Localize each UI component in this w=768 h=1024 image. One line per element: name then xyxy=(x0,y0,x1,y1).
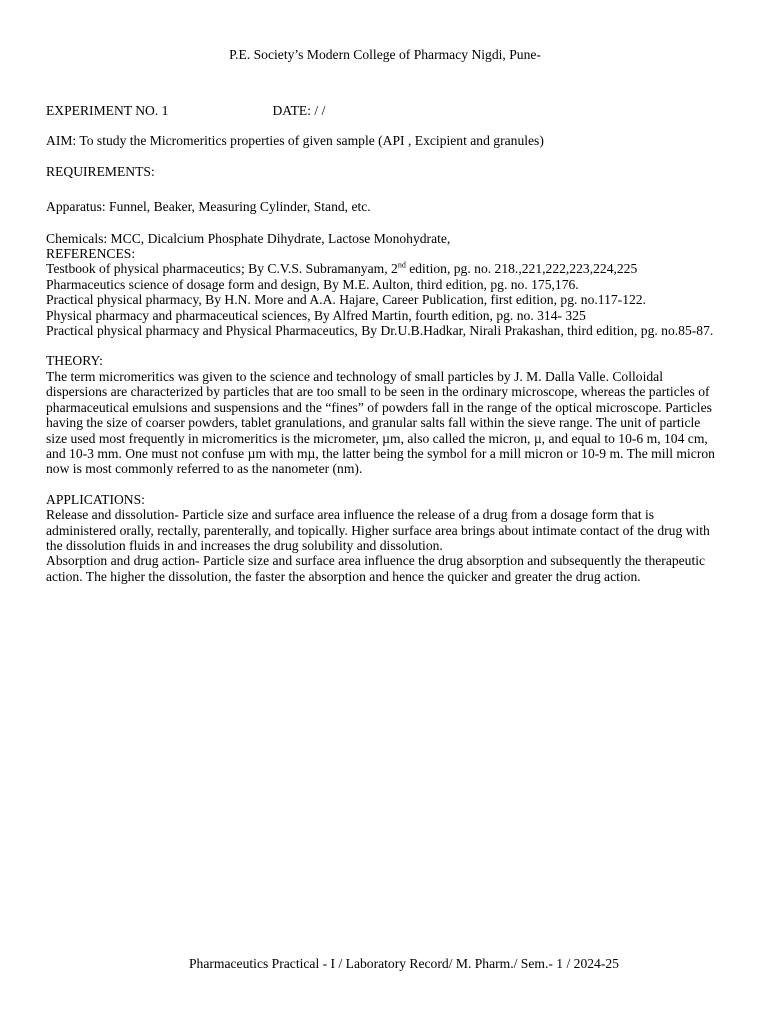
apparatus-text: Apparatus: Funnel, Beaker, Measuring Cylinder, Stand, etc. xyxy=(46,199,371,215)
date-field: DATE: / / xyxy=(272,103,326,118)
superscript-nd: nd xyxy=(397,260,406,270)
references-heading: REFERENCES: xyxy=(46,246,136,262)
theory-heading: THEORY: xyxy=(46,353,103,369)
applications-heading: APPLICATIONS: xyxy=(46,491,145,507)
aim-text: AIM: To study the Micromeritics properties of given sample (API , Excipient and granules) xyxy=(46,133,544,149)
references-list xyxy=(46,261,722,338)
footer-text: Pharmaceutics Practical - I / Laboratory Record/ M. Pharm./ Sem.- 1 / 2024-25 xyxy=(189,956,619,971)
application-item-1: Release and dissolution- Particle size and surface area influence the release of a drug from a dosage form that is administered orally, rectally, parenterally, and topically. Higher surface area brings about intimate contact of the drug with the dissolution fluids in and increases the drug solubility and dissolution. xyxy=(46,507,710,553)
chemicals-text: Chemicals: MCC, Dicalcium Phosphate Dihydrate, Lactose Monohydrate, xyxy=(46,230,451,246)
requirements-heading: REQUIREMENTS: xyxy=(46,163,155,179)
page-header xyxy=(0,47,768,62)
experiment-number: EXPERIMENT NO. 1 xyxy=(46,103,169,118)
document-body xyxy=(46,103,722,584)
experiment-line xyxy=(46,103,722,118)
reference-item-2: Pharmaceutics science of dosage form and design, By M.E. Aulton, third edition, pg. no. 175,176. xyxy=(46,276,579,292)
reference-item-1: Testbook of physical pharmaceutics; By C.V.S. Subramanyam, 2nd edition, pg. no. 218.,221,222,223,224,225 xyxy=(46,260,638,277)
college-name: P.E. Society’s Modern College of Pharmacy Nigdi, Pune- xyxy=(229,47,541,62)
page-footer xyxy=(189,956,619,971)
reference-item-4: Physical pharmacy and pharmaceutical sciences, By Alfred Martin, fourth edition, pg. no. 314- 325 xyxy=(46,307,586,323)
application-item-2: Absorption and drug action- Particle size and surface area influence the drug absorption and subsequently the therapeutic action. The higher the dissolution, the faster the absorption and hence the quicker and greater the drug action. xyxy=(46,553,706,584)
theory-body: The term micromeritics was given to the science and technology of small particles by J. M. Dalla Valle. Colloidal dispersions are characterized by particles that are too small to be seen in the ordinary microscope, whereas the particles of pharmaceutical emulsions and suspensions and the “fines” of powders fall in the range of the optical microscope. Particles having the size of coarser powders, tablet granulations, and granular salts fall within the sieve range. The unit of particle size used most frequently in micromeritics is the micrometer, µm, also called the micron, µ, and equal to 10-6 m, 104 cm, and 10-3 mm. One must not confuse µm with mµ, the latter being the symbol for a mill micron or 10-9 m. The mill micron now is most commonly referred to as the nanometer (nm). xyxy=(46,368,715,477)
reference-item-3: Practical physical pharmacy, By H.N. More and A.A. Hajare, Career Publication, first edition, pg. no.117-122. xyxy=(46,292,646,308)
reference-item-5: Practical physical pharmacy and Physical Pharmaceutics, By Dr.U.B.Hadkar, Nirali Prakashan, third edition, pg. no.85-87. xyxy=(46,323,714,339)
